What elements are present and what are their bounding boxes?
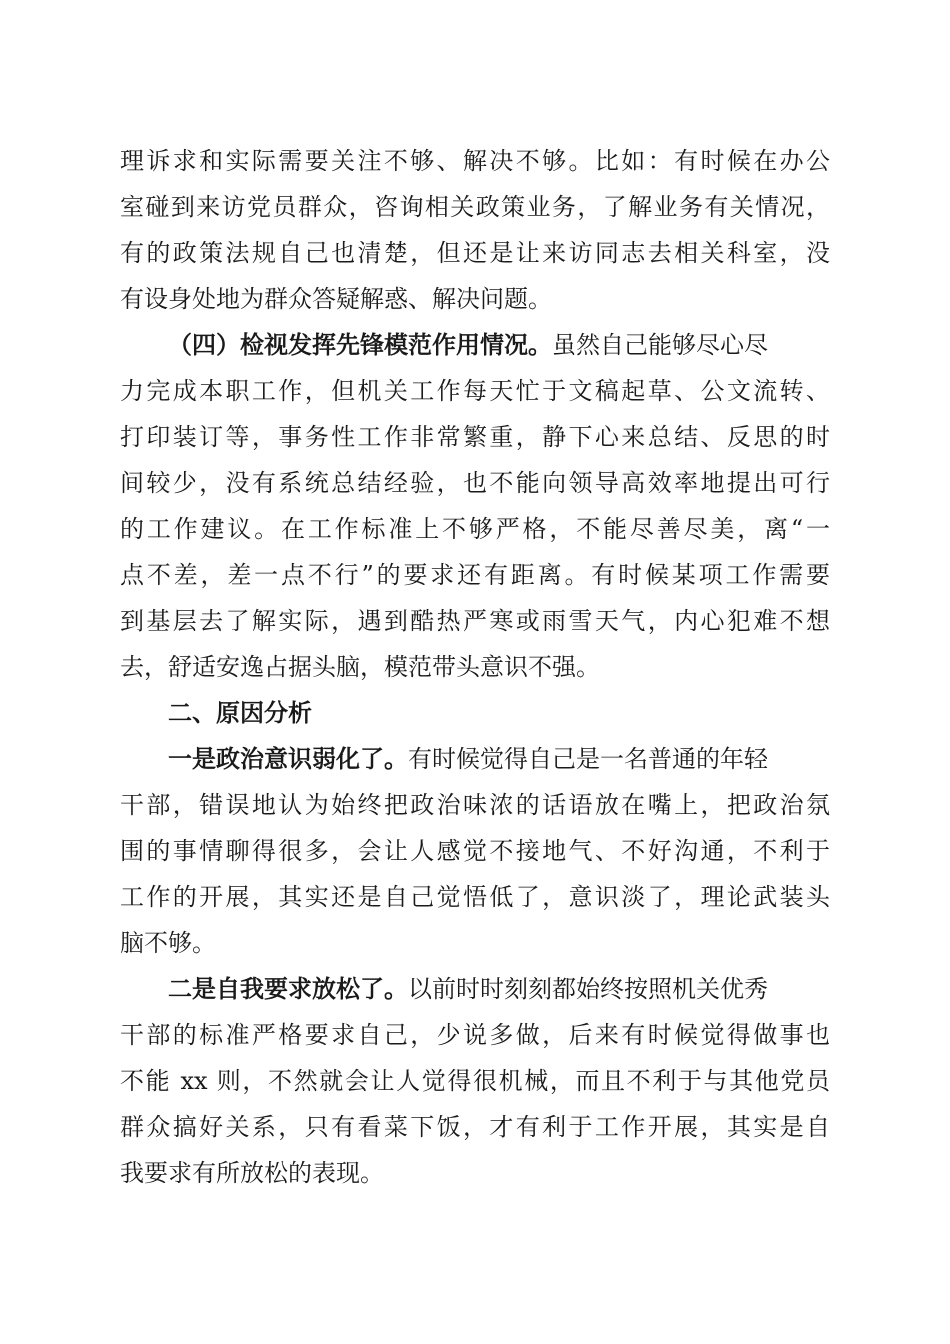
paragraph-line: 工作的开展，其实还是自己觉悟低了，意识淡了，理论武装头 bbox=[120, 883, 830, 911]
paragraph-line: 间较少，没有系统总结经验，也不能向领导高效率地提出可行 bbox=[120, 469, 830, 497]
paragraph-first-line bbox=[168, 744, 830, 774]
paragraph-heading: 一是政治意识弱化了。 bbox=[168, 744, 408, 773]
paragraph-line: 点不差，差一点不行”的要求还有距离。有时候某项工作需要 bbox=[120, 561, 830, 589]
paragraph-line: 打印装订等，事务性工作非常繁重，静下心来总结、反思的时 bbox=[120, 423, 830, 451]
paragraph-line: 到基层去了解实际，遇到酷热严寒或雨雪天气，内心犯难不想 bbox=[120, 607, 830, 635]
paragraph-text: 以前时时刻刻都始终按照机关优秀 bbox=[408, 975, 768, 1003]
paragraph-first-line bbox=[168, 974, 830, 1004]
paragraph-line: 室碰到来访党员群众，咨询相关政策业务，了解业务有关情况， bbox=[120, 193, 830, 221]
paragraph-text: 有时候觉得自己是一名普通的年轻 bbox=[408, 745, 768, 773]
paragraph-line: 理诉求和实际需要关注不够、解决不够。比如：有时候在办公 bbox=[120, 147, 830, 175]
paragraph-line: 的工作建议。在工作标准上不够严格，不能尽善尽美，离“一 bbox=[120, 515, 830, 543]
paragraph-line: 干部的标准严格要求自己，少说多做，后来有时候觉得做事也 bbox=[120, 1021, 830, 1049]
paragraph-line: 脑不够。 bbox=[120, 929, 216, 957]
paragraph-line: 我要求有所放松的表现。 bbox=[120, 1159, 384, 1187]
paragraph-text: 虽然自己能够尽心尽 bbox=[552, 331, 768, 359]
paragraph-line: 有设身处地为群众答疑解惑、解决问题。 bbox=[120, 285, 552, 313]
paragraph-first-line bbox=[168, 330, 830, 360]
paragraph-line: 力完成本职工作，但机关工作每天忙于文稿起草、公文流转、 bbox=[120, 377, 830, 405]
paragraph-line: 围的事情聊得很多，会让人感觉不接地气、不好沟通，不利于 bbox=[120, 837, 830, 865]
paragraph-heading: （四）检视发挥先锋模范作用情况。 bbox=[168, 330, 552, 359]
paragraph-line: 去，舒适安逸占据头脑，模范带头意识不强。 bbox=[120, 653, 600, 681]
section-heading: 二、原因分析 bbox=[168, 699, 312, 727]
paragraph-line: 有的政策法规自己也清楚，但还是让来访同志去相关科室，没 bbox=[120, 239, 830, 267]
paragraph-heading: 二是自我要求放松了。 bbox=[168, 974, 408, 1003]
paragraph-line: 干部，错误地认为始终把政治味浓的话语放在嘴上，把政治氛 bbox=[120, 791, 830, 819]
paragraph-line: 群众搞好关系，只有看菜下饭，才有利于工作开展，其实是自 bbox=[120, 1113, 830, 1141]
paragraph-line: 不能 xx 则，不然就会让人觉得很机械，而且不利于与其他党员 bbox=[120, 1067, 830, 1095]
